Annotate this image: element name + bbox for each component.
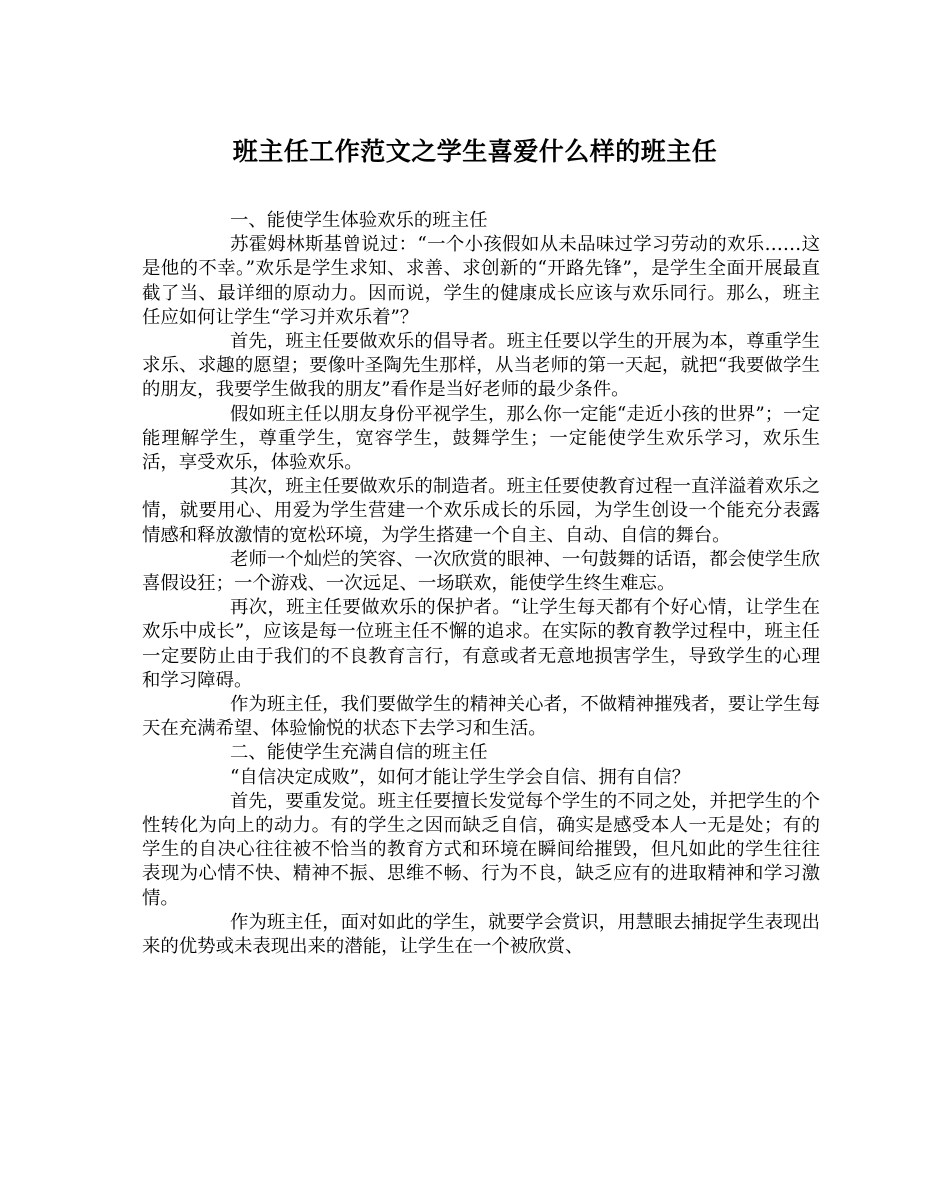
section-heading: 二、能使学生充满自信的班主任 xyxy=(230,742,488,764)
paragraph: “自信决定成败”，如何才能让学生学会自信、拥有自信？ xyxy=(230,766,691,788)
section-heading: 一、能使学生体验欢乐的班主任 xyxy=(230,210,488,231)
paragraph: 首先，班主任要做欢乐的倡导者。班主任要以学生的开展为本，尊重学生求乐、求趣的愿望；要像叶圣陶先生那样，从当老师的第一天起，就把“我要做学生的朋友，我要学生做我的朋友”看作是当好老师的最少条件。 xyxy=(142,331,820,401)
paragraph: 作为班主任，面对如此的学生，就要学会赏识，用慧眼去捕捉学生表现出来的优势或未表现出来的潜能，让学生在一个被欣赏、 xyxy=(142,911,820,958)
document-body xyxy=(142,209,820,959)
document-title: 班主任工作范文之学生喜爱什么样的班主任 xyxy=(232,137,718,166)
paragraph: 作为班主任，我们要做学生的精神关心者，不做精神摧残者，要让学生每天在充满希望、体验愉悦的状态下去学习和生活。 xyxy=(142,694,820,740)
paragraph: 其次，班主任要做欢乐的制造者。班主任要使教育过程一直洋溢着欢乐之情，就要用心、用爱为学生营建一个欢乐成长的乐园，为学生创设一个能充分表露情感和释放激情的宽松环境，为学生搭建一个自主、自动、自信的舞台。 xyxy=(142,476,820,546)
paragraph: 首先，要重发觉。班主任要擅长发觉每个学生的不同之处，并把学生的个性转化为向上的动力。有的学生之因而缺乏自信，确实是感受本人一无是处；有的学生的自决心往往被不恰当的教育方式和环境在瞬间给摧毁，但凡如此的学生往往表现为心情不快、精神不振、思维不畅、行为不良，缺乏应有的进取精神和学习激情。 xyxy=(142,790,820,909)
paragraph: 假如班主任以朋友身份平视学生，那么你一定能“走近小孩的世界”；一定能理解学生，尊重学生，宽容学生，鼓舞学生；一定能使学生欢乐学习，欢乐生活，享受欢乐，体验欢乐。 xyxy=(142,403,820,474)
paragraph: 再次，班主任要做欢乐的保护者。“让学生每天都有个好心情，让学生在欢乐中成长”，应该是每一位班主任不懈的追求。在实际的教育教学过程中，班主任一定要防止由于我们的不良教育言行，有意或者无意地损害学生，导致学生的心理和学习障碍。 xyxy=(142,597,820,691)
paragraph: 苏霍姆林斯基曾说过：“一个小孩假如从未品味过学习劳动的欢乐……这是他的不幸。”欢乐是学生求知、求善、求创新的“开路先锋”，是学生全面开展最直截了当、最详细的原动力。因而说，学生的健康成长应该与欢乐同行。那么，班主任应如何让学生“学习并欢乐着”？ xyxy=(142,234,820,328)
paragraph: 老师一个灿烂的笑容、一次欣赏的眼神、一句鼓舞的话语，都会使学生欣喜假设狂；一个游戏、一次远足、一场联欢，能使学生终生难忘。 xyxy=(142,548,820,595)
